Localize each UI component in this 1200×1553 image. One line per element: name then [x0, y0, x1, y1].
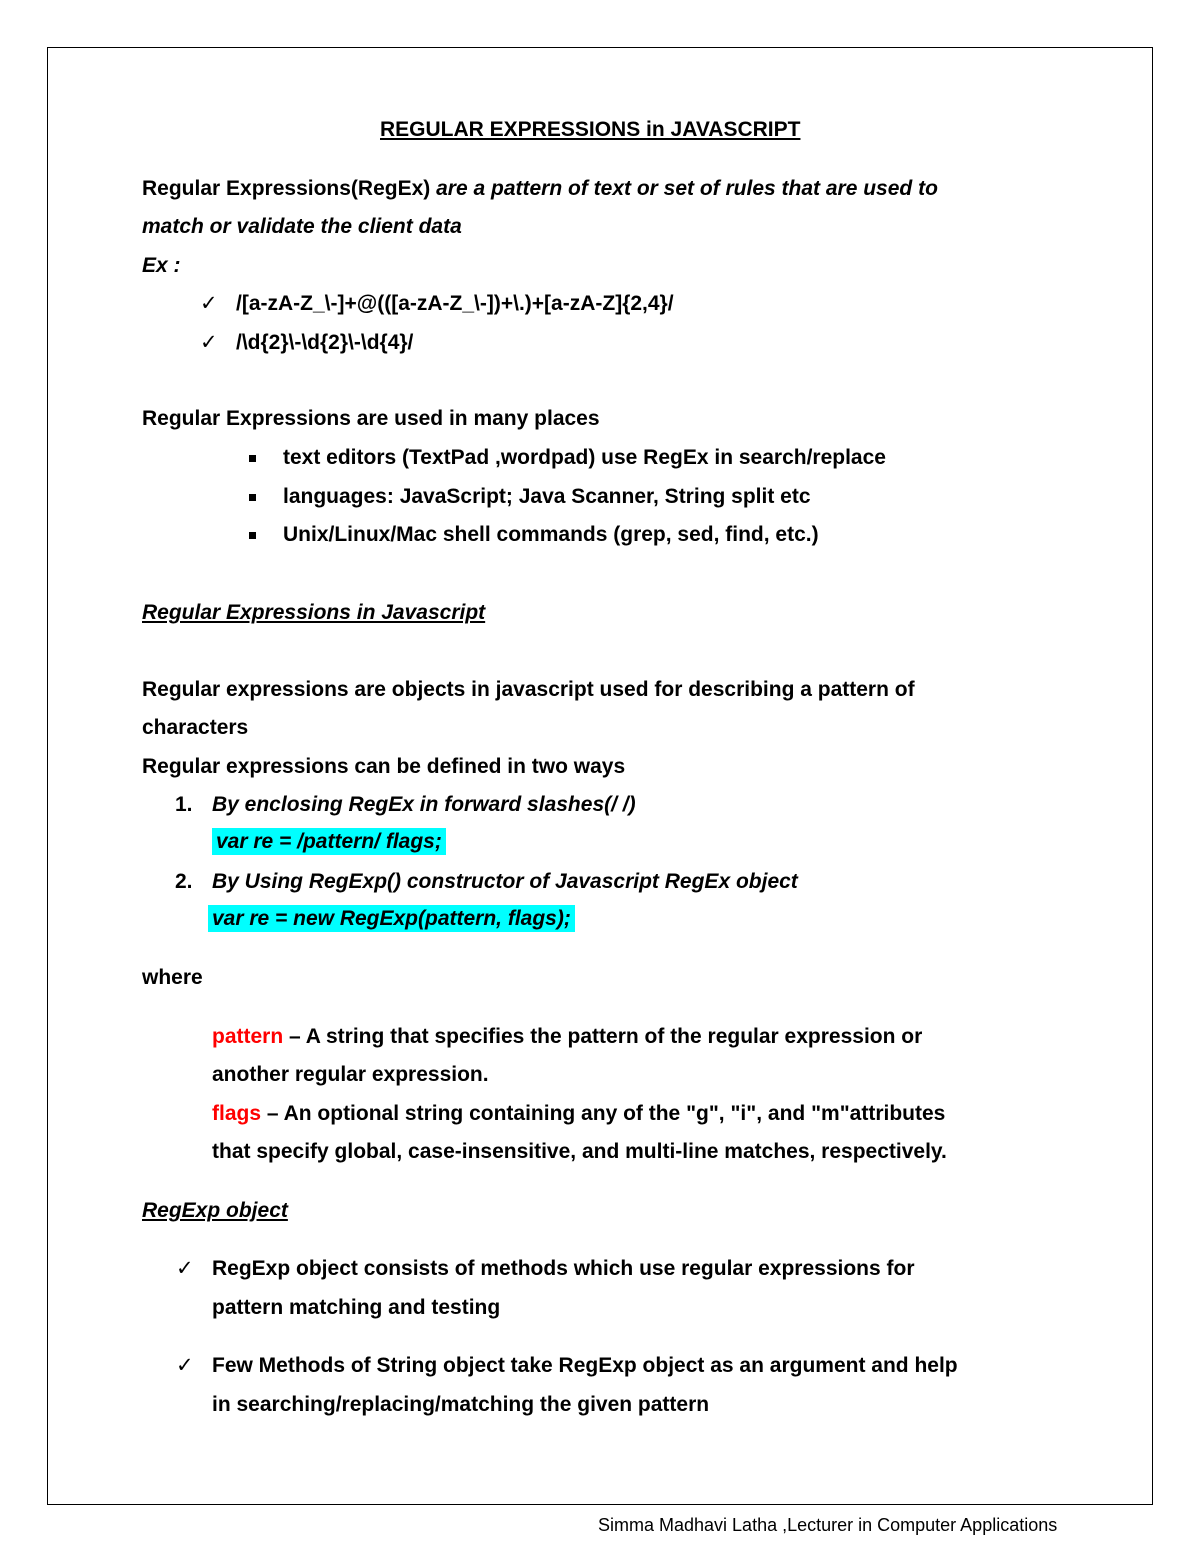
- pattern-def-line-2: another regular expression.: [212, 1063, 489, 1086]
- way-code-highlight: var re = /pattern/ flags;: [212, 828, 446, 855]
- way-text: By Using RegExp() constructor of Javascript RegEx object: [212, 870, 798, 893]
- square-bullet-icon: [249, 532, 256, 539]
- regexp-point-line-1: Few Methods of String object take RegExp object as an argument and help: [212, 1354, 958, 1377]
- flags-def-line-2: that specify global, case-insensitive, and multi-line matches, respectively.: [212, 1140, 947, 1163]
- way-code-highlight: var re = new RegExp(pattern, flags);: [208, 905, 575, 932]
- where-label: where: [142, 966, 203, 989]
- js-para-line-2: characters: [142, 716, 249, 739]
- way-code-wrapper: [208, 908, 575, 929]
- way-number: 2.: [175, 870, 193, 893]
- js-para-line-1: Regular expressions are objects in javascript used for describing a pattern of: [142, 678, 915, 701]
- js-section-heading: Regular Expressions in Javascript: [142, 601, 486, 624]
- uses-item: languages: JavaScript; Java Scanner, String split etc: [283, 485, 811, 508]
- uses-item: Unix/Linux/Mac shell commands (grep, sed, find, etc.): [283, 523, 819, 546]
- uses-item: text editors (TextPad ,wordpad) use RegEx in search/replace: [283, 446, 886, 469]
- pattern-term: pattern: [212, 1025, 284, 1048]
- check-icon: ✓: [176, 1257, 194, 1280]
- intro-lead: Regular Expressions(RegEx): [142, 177, 431, 200]
- regexp-point-line-2: in searching/replacing/matching the given pattern: [212, 1393, 710, 1416]
- square-bullet-icon: [249, 494, 256, 501]
- square-bullet-icon: [249, 455, 256, 462]
- example-email-regex: /[a-zA-Z_\-]+@(([a-zA-Z_\-])+\.)+[a-zA-Z]{2,4}/: [236, 292, 674, 315]
- check-icon: ✓: [200, 331, 218, 354]
- ways-heading: Regular expressions can be defined in two ways: [142, 755, 626, 778]
- regexp-point-line-2: pattern matching and testing: [212, 1296, 501, 1319]
- footer-author: Simma Madhavi Latha ,Lecturer in Computer Applications: [598, 1515, 1058, 1535]
- page-title: REGULAR EXPRESSIONS in JAVASCRIPT: [380, 118, 801, 141]
- intro-rest: are a pattern of text or set of rules that are used to: [436, 177, 938, 200]
- check-icon: ✓: [176, 1354, 194, 1377]
- uses-heading: Regular Expressions are used in many places: [142, 407, 600, 430]
- way-text: By enclosing RegEx in forward slashes(/ /): [212, 793, 636, 816]
- example-date-regex: /\d{2}\-\d{2}\-\d{4}/: [236, 331, 414, 354]
- pattern-desc: – A string that specifies the pattern of the regular expression or: [283, 1025, 923, 1048]
- regexp-object-heading: RegExp object: [142, 1199, 288, 1222]
- regexp-point-line-1: RegExp object consists of methods which use regular expressions for: [212, 1257, 915, 1280]
- pattern-def-line-1: [212, 1026, 922, 1047]
- way-code-wrapper: [212, 831, 446, 852]
- flags-term: flags: [212, 1102, 262, 1125]
- check-icon: ✓: [200, 292, 218, 315]
- way-number: 1.: [175, 793, 193, 816]
- flags-desc: – An optional string containing any of the "g", "i", and "m"attributes: [261, 1102, 946, 1125]
- ex-label: Ex :: [142, 254, 181, 277]
- intro-line-2: match or validate the client data: [142, 215, 462, 238]
- flags-def-line-1: [212, 1103, 945, 1124]
- intro-line-1: [142, 178, 938, 199]
